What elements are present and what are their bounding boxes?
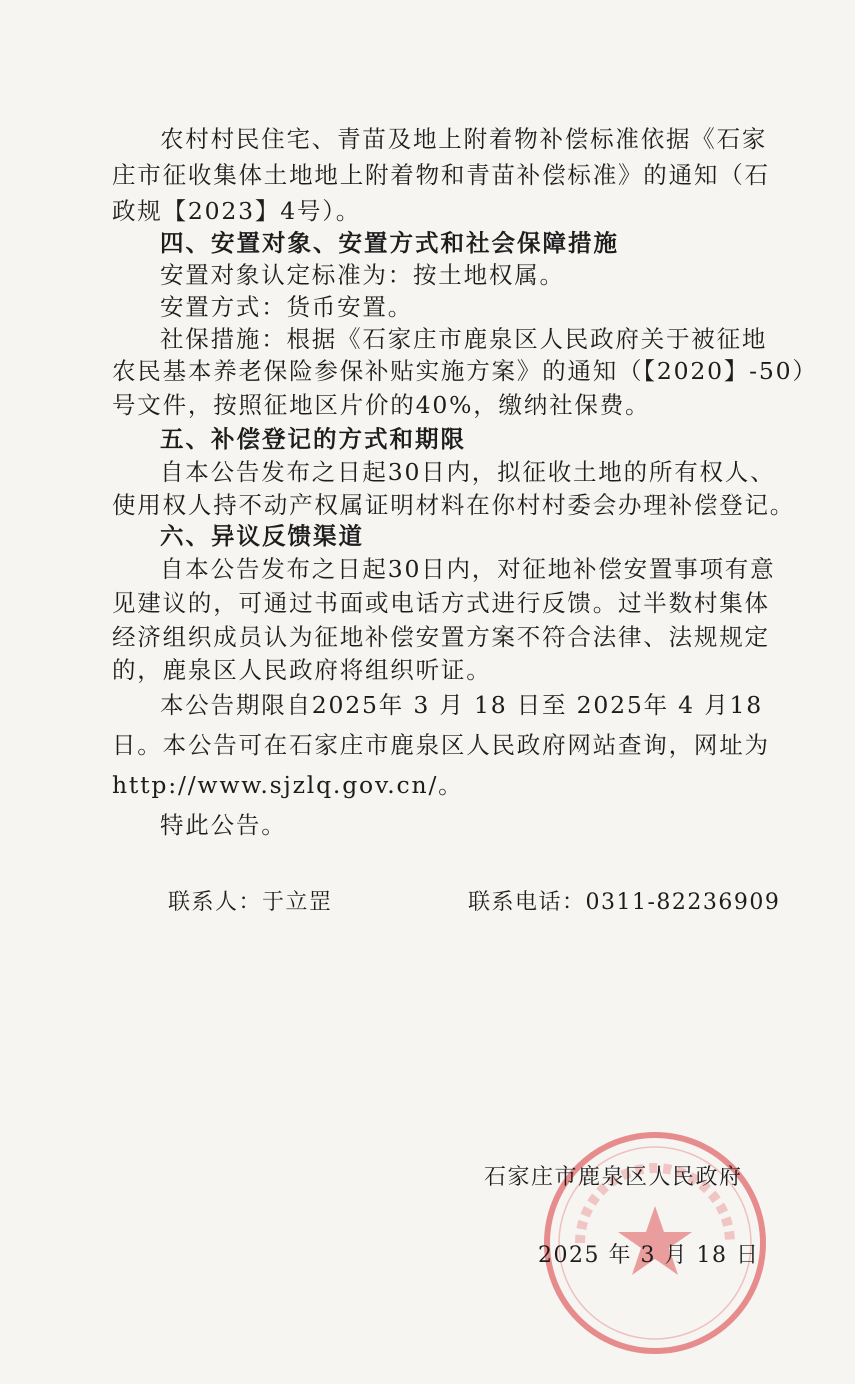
paragraph-line: 安置方式：货币安置。 (160, 293, 413, 321)
paragraph-line: 经济组织成员认为征地补偿安置方案不符合法律、法规规定 (112, 623, 770, 651)
paragraph-line: 日。本公告可在石家庄市鹿泉区人民政府网站查询，网址为 (112, 731, 770, 759)
issue-date: 2025 年 3 月 18 日 (538, 1243, 760, 1268)
paragraph-line: 自本公告发布之日起30日内，对征地补偿安置事项有意 (160, 555, 776, 583)
contact-phone: 联系电话：0311-82236909 (468, 890, 781, 915)
section-heading: 五、补偿登记的方式和期限 (160, 425, 466, 453)
paragraph-line: 庄市征收集体土地地上附着物和青苗补偿标准》的通知（石 (112, 161, 770, 189)
contact-person: 联系人：于立罡 (168, 890, 333, 915)
paragraph-line: 政规【2023】4号）。 (112, 197, 362, 225)
paragraph-line: 社保措施：根据《石家庄市鹿泉区人民政府关于被征地 (160, 325, 768, 353)
closing-text: 特此公告。 (160, 811, 287, 839)
website-url: http://www.sjzlq.gov.cn/。 (112, 771, 464, 799)
section-heading: 六、异议反馈渠道 (160, 522, 364, 550)
paragraph-line: 自本公告发布之日起30日内，拟征收土地的所有权人、 (160, 458, 776, 486)
paragraph-line: 本公告期限自2025年 3 月 18 日至 2025年 4 月18 (160, 691, 764, 719)
paragraph-line: 号文件，按照征地区片价的40%，缴纳社保费。 (112, 391, 651, 419)
paragraph-line: 使用权人持不动产权属证明材料在你村村委会办理补偿登记。 (112, 491, 796, 519)
paragraph-line: 农村村民住宅、青苗及地上附着物补偿标准依据《石家 (160, 125, 768, 153)
issuer-name: 石家庄市鹿泉区人民政府 (484, 1165, 743, 1190)
paragraph-line: 见建议的，可通过书面或电话方式进行反馈。过半数村集体 (112, 589, 770, 617)
paragraph-line: 农民基本养老保险参保补贴实施方案》的通知（【2020】-50） (112, 357, 818, 385)
section-heading: 四、安置对象、安置方式和社会保障措施 (160, 229, 619, 257)
paragraph-line: 的，鹿泉区人民政府将组织听证。 (112, 656, 492, 684)
paragraph-line: 安置对象认定标准为：按土地权属。 (160, 261, 565, 289)
